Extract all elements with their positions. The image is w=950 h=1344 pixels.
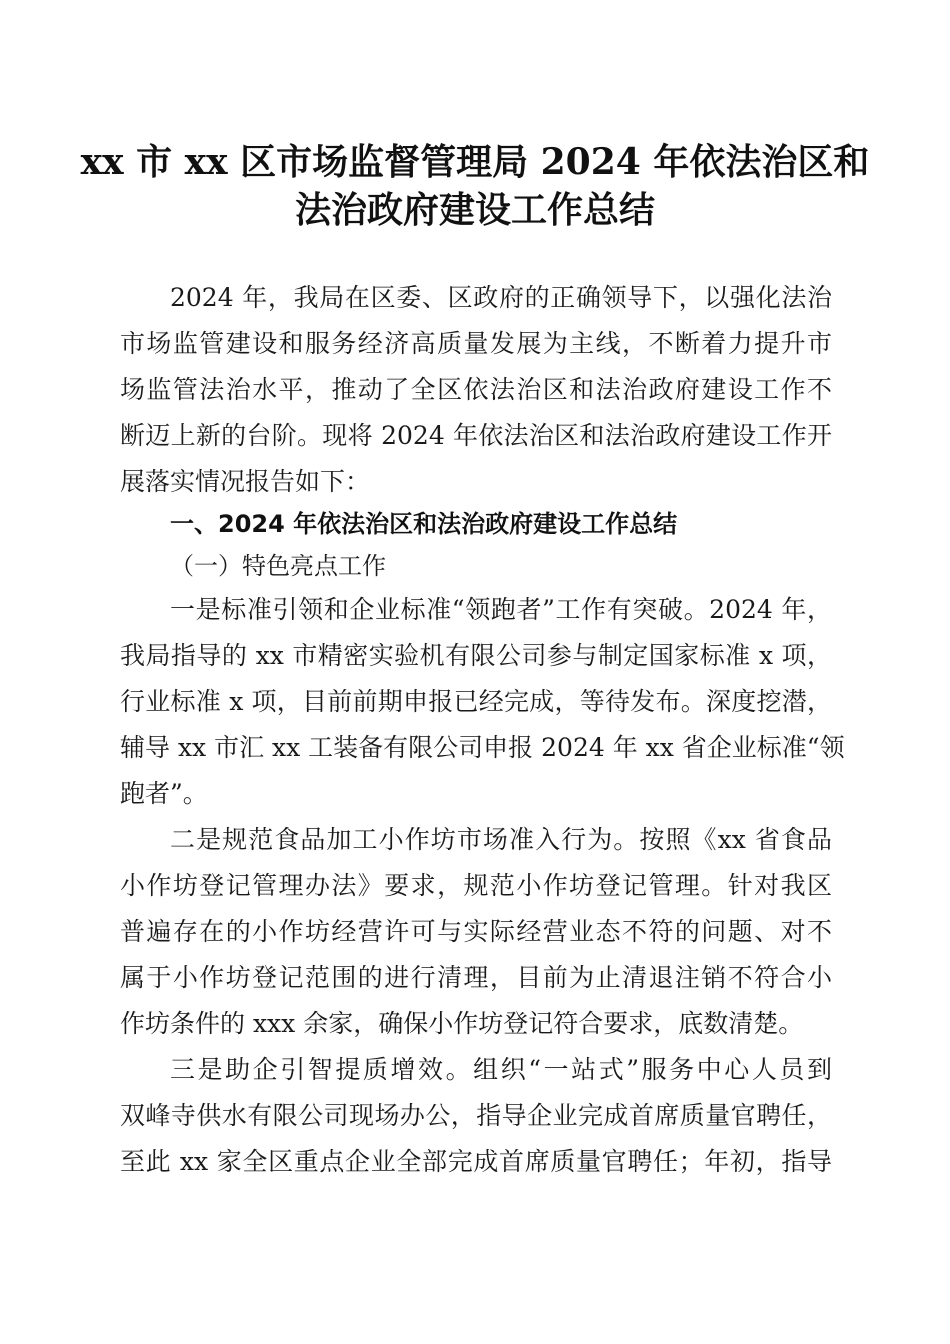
intro-paragraph-line: 断迈上新的台阶。现将 2024 年依法治区和法治政府建设工作开: [120, 421, 832, 450]
paragraph-line: 跑者”。: [120, 779, 208, 808]
paragraph-line: 作坊条件的 xxx 余家，确保小作坊登记符合要求，底数清楚。: [120, 1009, 804, 1038]
paragraph-line: 辅导 xx 市汇 xx 工装备有限公司申报 2024 年 xx 省企业标准“领: [120, 733, 845, 762]
intro-paragraph-line: 2024 年，我局在区委、区政府的正确领导下，以强化法治: [170, 283, 832, 312]
paragraph-line: 属于小作坊登记范围的进行清理，目前为止清退注销不符合小: [120, 963, 832, 992]
paragraph-line: 双峰寺供水有限公司现场办公，指导企业完成首席质量官聘任，: [120, 1101, 832, 1130]
document-title-line-2: 法治政府建设工作总结: [294, 189, 655, 231]
subsection-heading: （一）特色亮点工作: [170, 552, 386, 580]
paragraph-line: 三是助企引智提质增效。组织“一站式”服务中心人员到: [170, 1055, 832, 1084]
section-heading: 一、2024 年依法治区和法治政府建设工作总结: [170, 510, 678, 538]
intro-paragraph-line: 市场监管建设和服务经济高质量发展为主线，不断着力提升市: [120, 329, 832, 358]
paragraph-line: 二是规范食品加工小作坊市场准入行为。按照《xx 省食品: [170, 825, 832, 854]
paragraph-line: 小作坊登记管理办法》要求，规范小作坊登记管理。针对我区: [120, 871, 832, 900]
paragraph-line: 行业标准 x 项，目前前期申报已经完成，等待发布。深度挖潜，: [120, 687, 832, 716]
paragraph-line: 我局指导的 xx 市精密实验机有限公司参与制定国家标准 x 项，: [120, 641, 832, 670]
paragraph-line: 一是标准引领和企业标准“领跑者”工作有突破。2024 年，: [170, 595, 832, 624]
document-title-line-1: xx 市 xx 区市场监督管理局 2024 年依法治区和: [80, 141, 870, 183]
intro-paragraph-line: 场监管法治水平，推动了全区依法治区和法治政府建设工作不: [120, 375, 832, 404]
paragraph-line: 至此 xx 家全区重点企业全部完成首席质量官聘任；年初，指导: [120, 1147, 832, 1176]
paragraph-line: 普遍存在的小作坊经营许可与实际经营业态不符的问题、对不: [120, 917, 832, 946]
intro-paragraph-line: 展落实情况报告如下：: [120, 467, 371, 496]
